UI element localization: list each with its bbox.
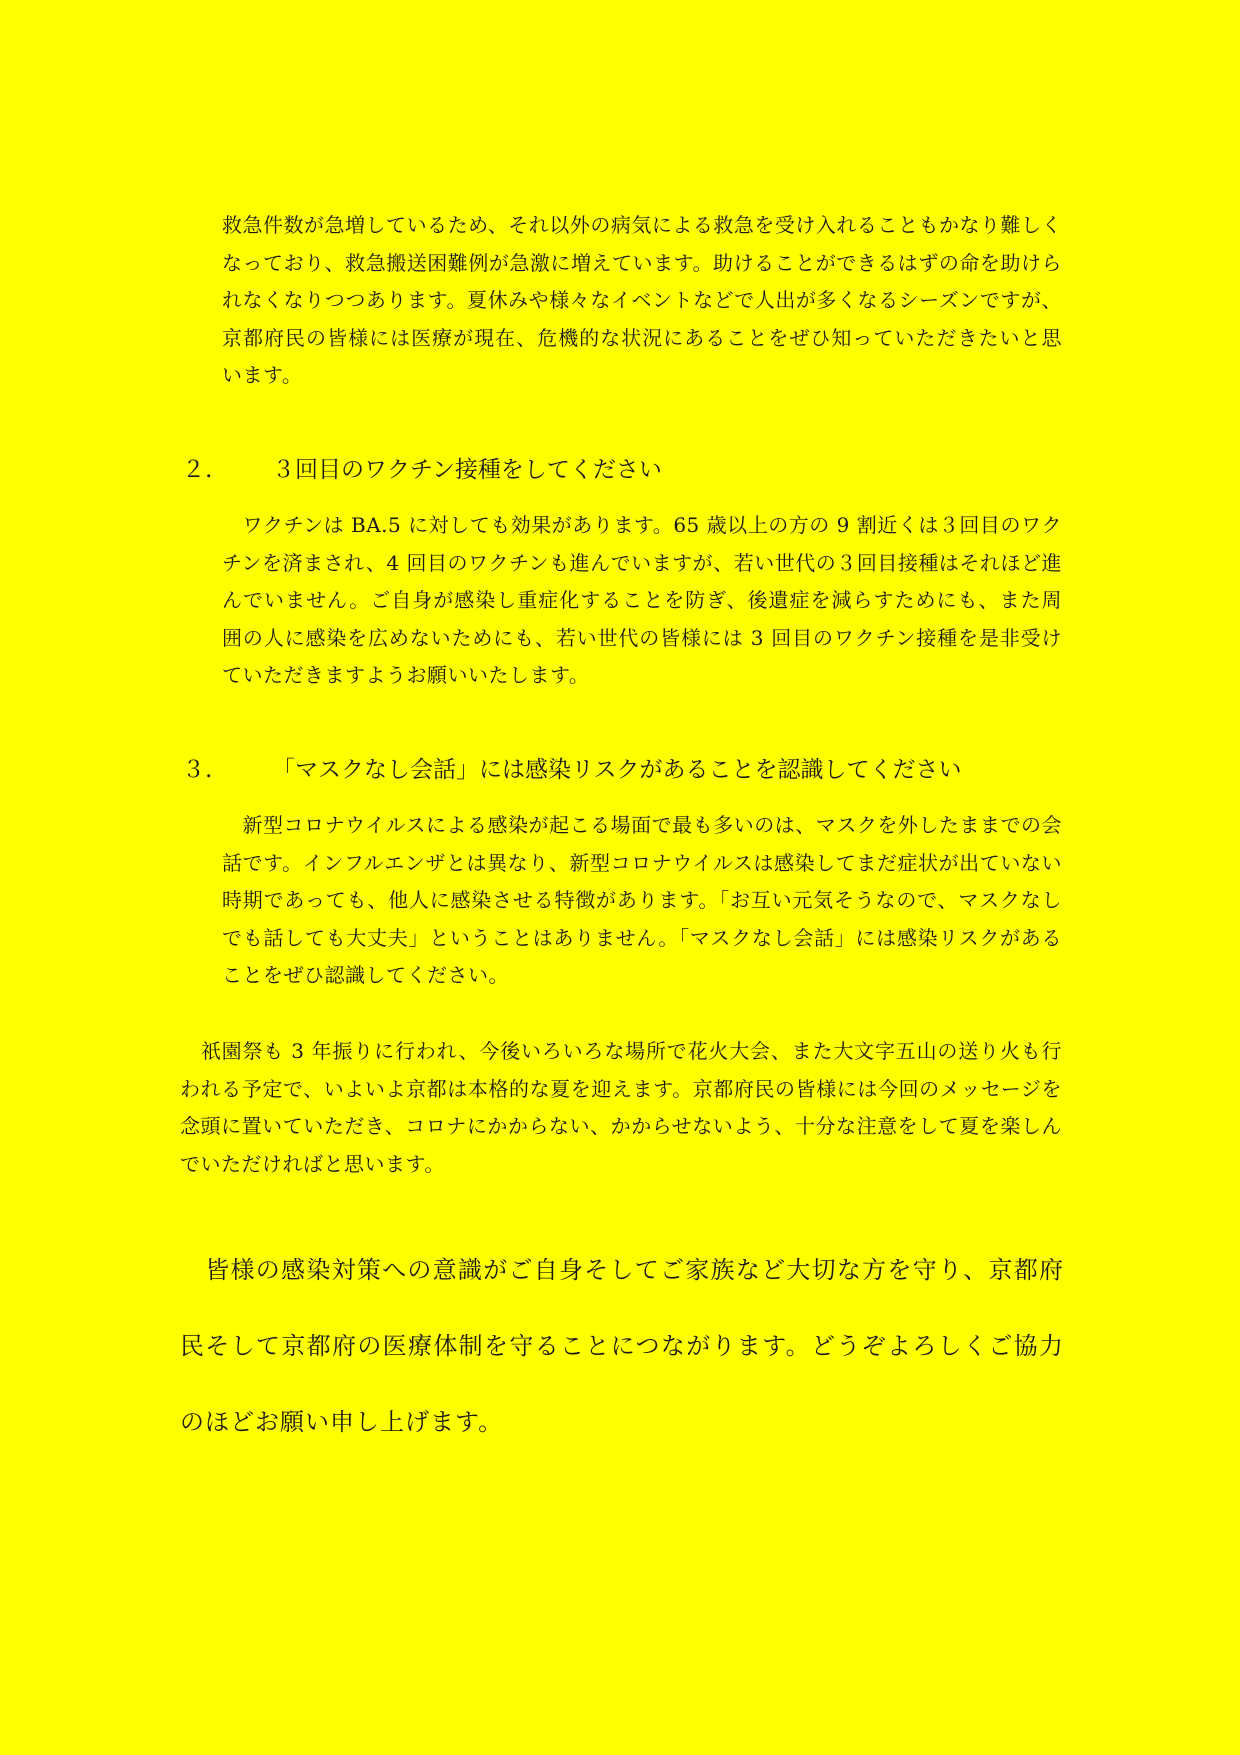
closing-paragraph: 皆様の感染対策への意識がご自身そしてご家族など大切な方を守り、京都府民そして京都府の医療体制を守ることにつながります。どうぞよろしくご協力のほどお願い申し上げます。 — [180, 1256, 1064, 1436]
summer-paragraph: 祇園祭も 3 年振りに行われ、今後いろいろな場所で花火大会、また大文字五山の送り火も行われる予定で、いよいよ京都は本格的な夏を迎えます。京都府民の皆様には今回のメッセージを念頭に置いていただき、コロナにかからない、かからせないよう、十分な注意をして夏を楽しんでいただければと思います。 — [180, 1039, 1062, 1176]
section-title: ３回目のワクチン接種をしてください — [272, 457, 662, 483]
section-number: ２. — [182, 457, 213, 483]
intro-paragraph: 救急件数が急増しているため、それ以外の病気による救急を受け入れることもかなり難しくなっており、救急搬送困難例が急激に増えています。助けることができるはずの命を助けられなくなりつつあります。夏休みや様々なイベントなどで人出が多くなるシーズンですが、京都府民の皆様には医療が現在、危機的な状況にあることをぜひ知っていただきたいと思います。 — [222, 213, 1062, 387]
section-body-vaccination: ワクチンは BA.5 に対しても効果があります。65 歳以上の方の 9 割近くは３回目のワクチンを済まされ、4 回目のワクチンも進んでいますが、若い世代の３回目接種はそれほど進んでいません。ご自身が感染し重症化することを防ぎ、後遺症を減らすためにも、また周囲の人に感染を広めないためにも、若い世代の皆様には 3 回目のワクチン接種を是非受けていただきますようお願いいたします。 — [222, 513, 1062, 687]
section-body-mask: 新型コロナウイルスによる感染が起こる場面で最も多いのは、マスクを外したままでの会話です。インフルエンザとは異なり、新型コロナウイルスは感染してまだ症状が出ていない時期であっても、他人に感染させる特徴があります。「お互い元気そうなので、マスクなしでも話しても大丈夫」ということはありません。「マスクなし会話」には感染リスクがあることをぜひ認識してください。 — [222, 813, 1062, 987]
section-title: 「マスクなし会話」には感染リスクがあることを認識してください — [272, 757, 962, 783]
section-number: ３. — [182, 757, 213, 783]
